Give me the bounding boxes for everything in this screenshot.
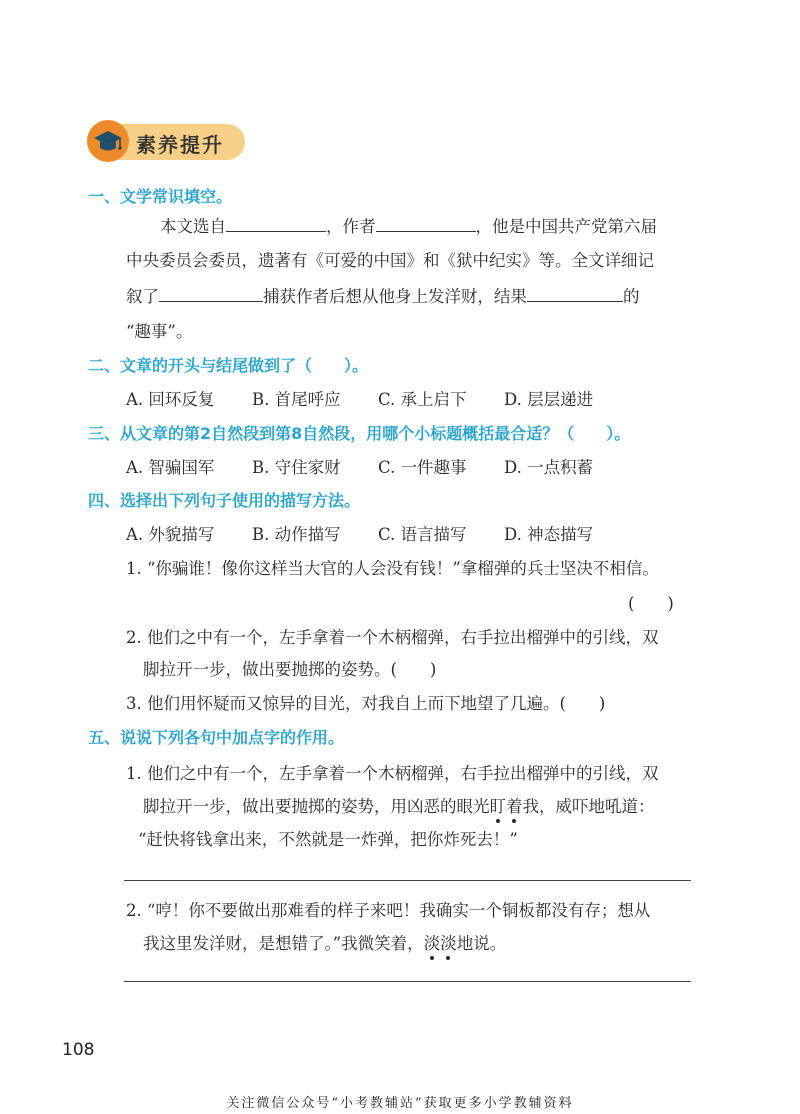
question-4-item-2-cont: 脚拉开一步，做出要抛掷的姿势。( )	[143, 660, 437, 679]
option-d[interactable]: D. 层层递进	[504, 390, 594, 409]
option-a: A. 外貌描写	[126, 525, 215, 544]
text: ，他是中国共产党第六届	[475, 217, 657, 236]
text: ，作者	[326, 217, 376, 236]
answer-paren[interactable]: ( )	[628, 594, 674, 613]
text: 本文选自	[160, 217, 226, 236]
question-2-options	[126, 386, 593, 410]
dotted-char: 淡	[423, 934, 441, 953]
option-d[interactable]: D. 一点积蓄	[504, 458, 594, 477]
question-1-line-3	[126, 283, 640, 307]
answer-blank[interactable]	[159, 287, 263, 302]
text: 地说。	[456, 934, 507, 953]
option-d: D. 神态描写	[504, 525, 594, 544]
question-5-title: 五、说说下列各句中加点字的作用。	[88, 728, 345, 747]
section-icon-badge	[87, 120, 129, 162]
question-1-line-4: “趣事”。	[126, 322, 193, 341]
section-title: 素养提升	[136, 133, 224, 157]
text: 我，威吓地吼道：	[522, 797, 655, 816]
dotted-char: 淡	[440, 934, 457, 953]
question-4-item-3: 3. 他们用怀疑而又惊异的目光，对我自上而下地望了几遍。( )	[126, 694, 606, 713]
option-b[interactable]: B. 首尾呼应	[252, 390, 341, 409]
question-4-title: 四、选择出下列句子使用的描写方法。	[88, 491, 361, 510]
question-5-item-1-quote: “赶快将钱拿出来，不然就是一炸弹，把你炸死去！”	[138, 830, 518, 849]
answer-blank[interactable]	[527, 287, 623, 302]
question-3-options	[126, 454, 593, 478]
question-4-item-1: 1. “你骗谁！像你这样当大官的人会没有钱！”拿榴弹的兵士坚决不相信。	[126, 559, 659, 578]
question-1-title: 一、文学常识填空。	[88, 187, 233, 206]
graduation-cap-icon	[87, 120, 129, 162]
question-4-options	[126, 521, 593, 545]
answer-blank[interactable]	[226, 217, 326, 232]
text: 脚拉开一步，做出要抛掷的姿势，用凶恶的眼光	[143, 797, 490, 816]
text: 我这里发洋财，是想错了。”我微笑着，	[143, 934, 424, 953]
answer-line[interactable]	[124, 981, 691, 982]
question-1-line-1	[160, 213, 657, 237]
answer-blank[interactable]	[376, 217, 476, 232]
answer-line[interactable]	[124, 880, 691, 881]
text: 的	[623, 287, 640, 306]
question-5-item-2: 2. “哼！你不要做出那难看的样子来吧！我确实一个铜板都没有存；想从	[126, 901, 651, 920]
question-4-item-2: 2. 他们之中有一个，左手拿着一个木柄榴弹，右手拉出榴弹中的引线，双	[126, 628, 659, 647]
page-number: 108	[62, 1040, 95, 1060]
dotted-char: 盯	[489, 797, 506, 816]
option-c[interactable]: C. 承上启下	[378, 390, 467, 409]
question-2-title: 二、文章的开头与结尾做到了（ ）。	[88, 356, 369, 375]
option-b[interactable]: B. 守住家财	[252, 458, 341, 477]
dotted-char: 着	[506, 797, 523, 816]
option-a[interactable]: A. 回环反复	[126, 390, 215, 409]
option-c: C. 语言描写	[378, 525, 467, 544]
question-5-item-1-cont	[143, 793, 655, 817]
question-5-item-1: 1. 他们之中有一个，左手拿着一个木柄榴弹，右手拉出榴弹中的引线，双	[126, 764, 659, 783]
option-a[interactable]: A. 智骗国军	[126, 458, 215, 477]
option-b: B. 动作描写	[252, 525, 341, 544]
option-c[interactable]: C. 一件趣事	[378, 458, 467, 477]
text: 捕获作者后想从他身上发洋财，结果	[263, 287, 527, 306]
question-1-line-2: 中央委员会委员，遗著有《可爱的中国》和《狱中纪实》等。全文详细记	[126, 251, 654, 270]
text: 叙了	[126, 287, 159, 306]
question-3-title: 三、从文章的第2自然段到第8自然段，用哪个小标题概括最合适？（ ）。	[88, 424, 631, 443]
question-5-item-2-cont	[143, 930, 506, 954]
footer-note: 关注微信公众号“小考教辅站”获取更多小学教辅资料	[226, 1096, 574, 1111]
